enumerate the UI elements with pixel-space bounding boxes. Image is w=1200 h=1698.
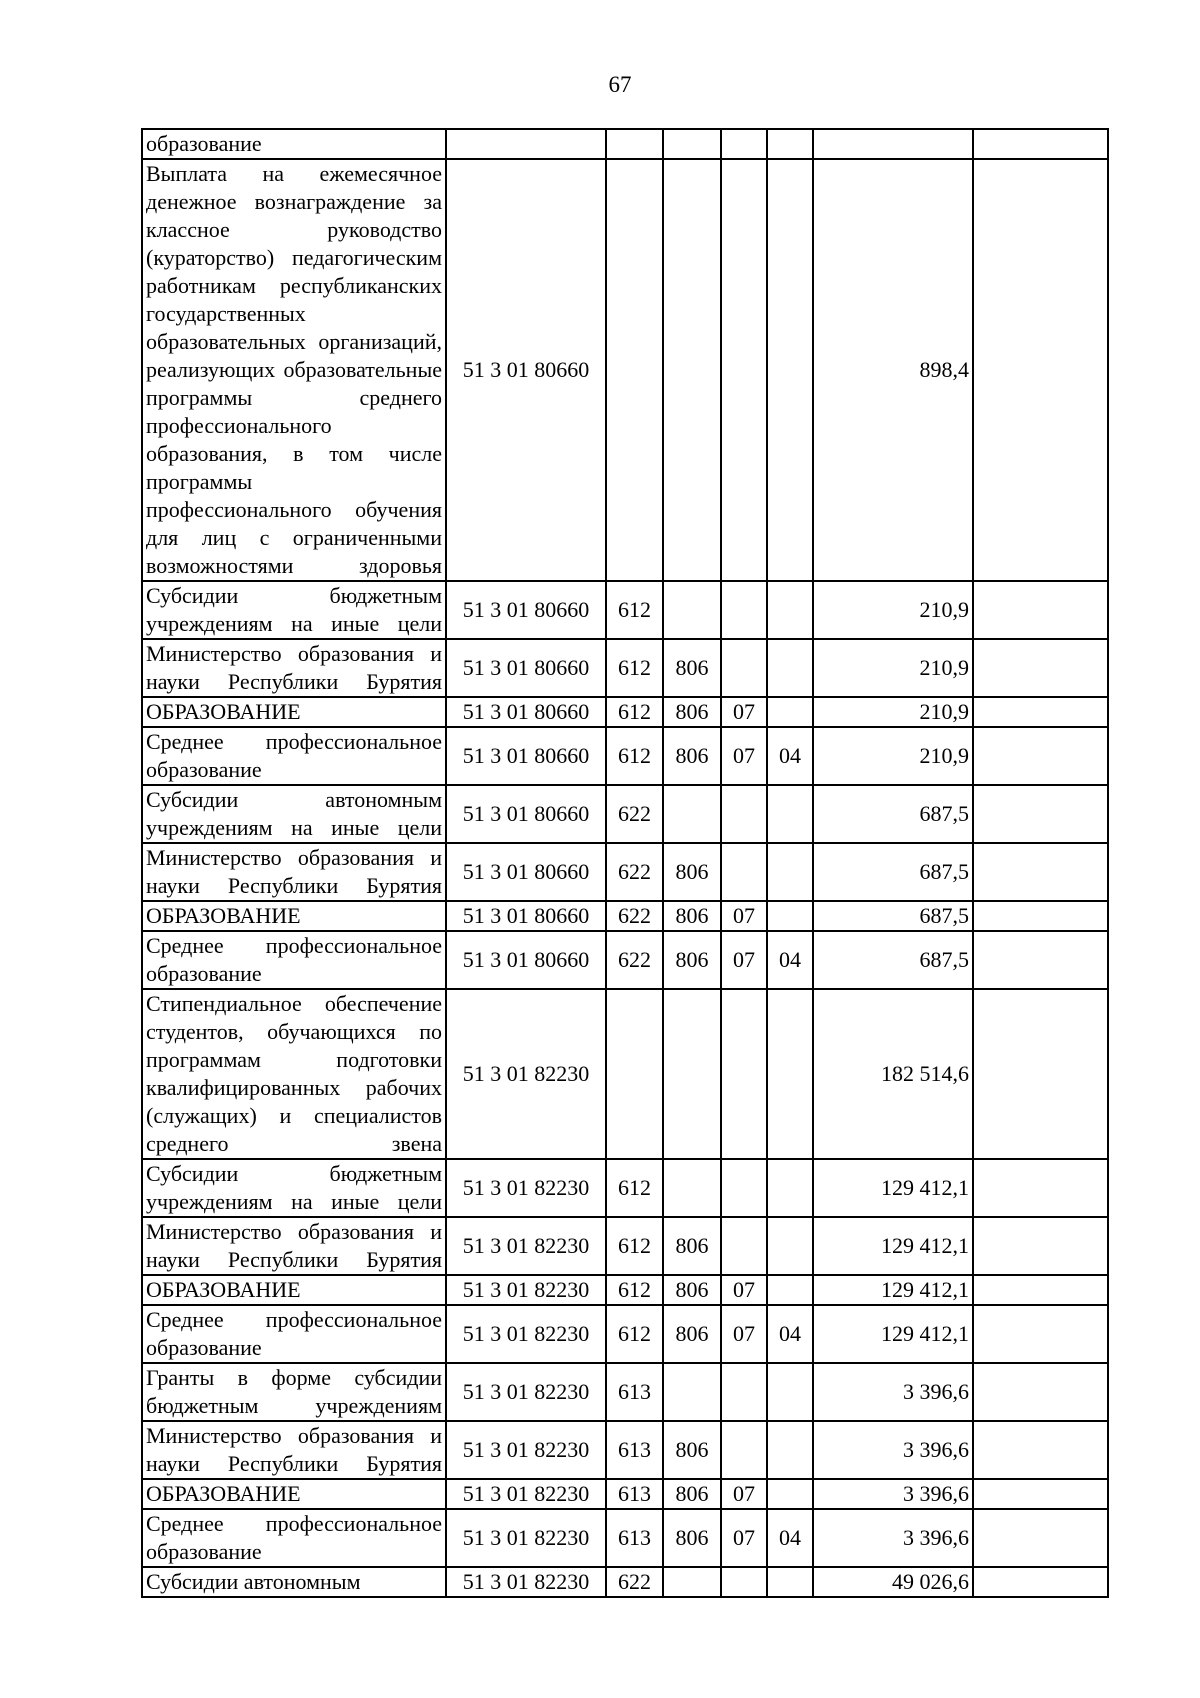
- table-row: [142, 159, 1108, 581]
- row-expense-type: 613: [606, 1363, 663, 1421]
- table-row: [142, 785, 1108, 843]
- row-amount: 3 396,6: [813, 1421, 973, 1479]
- row-amount: 210,9: [813, 581, 973, 639]
- row-subsection: [767, 581, 813, 639]
- row-section: [721, 581, 767, 639]
- row-expense-type: 622: [606, 901, 663, 931]
- row-target-article: 51 3 01 80660: [446, 727, 606, 785]
- row-admin-code: [663, 989, 721, 1159]
- row-subsection: [767, 843, 813, 901]
- row-subsection: 04: [767, 1305, 813, 1363]
- row-name: Субсидии бюджетным учреждениям на иные цели: [142, 581, 446, 639]
- row-name: Выплата на ежемесячное денежное вознаграждение за классное руководство (кураторство) педагогическим работникам республиканских государственных образовательных организаций, реализующих образовательные программы среднего профессионального образования, в том числе программы профессионального обучения для лиц с ограниченными возможностями здоровья: [142, 159, 446, 581]
- row-extra: [973, 901, 1108, 931]
- row-expense-type: 622: [606, 1567, 663, 1597]
- row-subsection: [767, 129, 813, 159]
- row-section: [721, 129, 767, 159]
- row-amount: 49 026,6: [813, 1567, 973, 1597]
- row-target-article: 51 3 01 80660: [446, 931, 606, 989]
- table-row: [142, 1421, 1108, 1479]
- row-target-article: 51 3 01 80660: [446, 639, 606, 697]
- row-expense-type: 622: [606, 843, 663, 901]
- row-expense-type: [606, 129, 663, 159]
- row-name: Субсидии автономным: [142, 1567, 446, 1597]
- row-amount: 3 396,6: [813, 1363, 973, 1421]
- page-number: 67: [608, 72, 632, 97]
- row-admin-code: 806: [663, 931, 721, 989]
- table-row: [142, 989, 1108, 1159]
- row-admin-code: [663, 785, 721, 843]
- row-section: 07: [721, 1479, 767, 1509]
- row-extra: [973, 989, 1108, 1159]
- row-subsection: [767, 989, 813, 1159]
- row-name: Стипендиальное обеспечение студентов, обучающихся по программам подготовки квалифицированных рабочих (служащих) и специалистов среднего звена: [142, 989, 446, 1159]
- row-subsection: 04: [767, 931, 813, 989]
- row-name: Министерство образования и науки Республики Бурятия: [142, 843, 446, 901]
- row-section: [721, 1159, 767, 1217]
- row-expense-type: [606, 989, 663, 1159]
- row-admin-code: 806: [663, 1305, 721, 1363]
- row-expense-type: 613: [606, 1479, 663, 1509]
- row-subsection: [767, 1275, 813, 1305]
- row-expense-type: 612: [606, 639, 663, 697]
- row-name: ОБРАЗОВАНИЕ: [142, 1479, 446, 1509]
- row-target-article: 51 3 01 80660: [446, 843, 606, 901]
- row-extra: [973, 727, 1108, 785]
- row-expense-type: 613: [606, 1509, 663, 1567]
- row-expense-type: 612: [606, 727, 663, 785]
- row-subsection: [767, 1567, 813, 1597]
- table-row: [142, 727, 1108, 785]
- row-admin-code: 806: [663, 901, 721, 931]
- row-name: Министерство образования и науки Республики Бурятия: [142, 1217, 446, 1275]
- row-admin-code: 806: [663, 727, 721, 785]
- row-section: 07: [721, 931, 767, 989]
- row-section: [721, 1217, 767, 1275]
- budget-table: [141, 128, 1109, 1598]
- row-extra: [973, 639, 1108, 697]
- row-amount: 687,5: [813, 931, 973, 989]
- table-row: [142, 129, 1108, 159]
- row-expense-type: [606, 159, 663, 581]
- row-amount: 3 396,6: [813, 1509, 973, 1567]
- row-amount: 898,4: [813, 159, 973, 581]
- table-row: [142, 1509, 1108, 1567]
- row-admin-code: [663, 1363, 721, 1421]
- row-name: Министерство образования и науки Республики Бурятия: [142, 639, 446, 697]
- row-name: Министерство образования и науки Республики Бурятия: [142, 1421, 446, 1479]
- row-section: 07: [721, 1509, 767, 1567]
- row-extra: [973, 1159, 1108, 1217]
- row-amount: 129 412,1: [813, 1159, 973, 1217]
- row-target-article: 51 3 01 82230: [446, 1421, 606, 1479]
- row-extra: [973, 1421, 1108, 1479]
- row-target-article: 51 3 01 82230: [446, 1217, 606, 1275]
- row-extra: [973, 1479, 1108, 1509]
- row-expense-type: 612: [606, 581, 663, 639]
- table-row: [142, 1363, 1108, 1421]
- row-subsection: [767, 1159, 813, 1217]
- row-target-article: 51 3 01 80660: [446, 581, 606, 639]
- row-admin-code: [663, 129, 721, 159]
- row-target-article: 51 3 01 80660: [446, 159, 606, 581]
- row-expense-type: 622: [606, 931, 663, 989]
- row-extra: [973, 1363, 1108, 1421]
- row-target-article: 51 3 01 82230: [446, 1305, 606, 1363]
- row-section: [721, 1567, 767, 1597]
- table-row: [142, 1567, 1108, 1597]
- row-section: 07: [721, 1275, 767, 1305]
- row-target-article: 51 3 01 82230: [446, 1275, 606, 1305]
- row-extra: [973, 1567, 1108, 1597]
- row-extra: [973, 129, 1108, 159]
- row-target-article: 51 3 01 82230: [446, 1509, 606, 1567]
- row-name: ОБРАЗОВАНИЕ: [142, 1275, 446, 1305]
- row-extra: [973, 159, 1108, 581]
- table-row: [142, 697, 1108, 727]
- row-subsection: [767, 1217, 813, 1275]
- row-extra: [973, 1275, 1108, 1305]
- table-row: [142, 1217, 1108, 1275]
- row-extra: [973, 581, 1108, 639]
- row-target-article: [446, 129, 606, 159]
- row-target-article: 51 3 01 82230: [446, 1567, 606, 1597]
- row-section: 07: [721, 727, 767, 785]
- row-admin-code: 806: [663, 1509, 721, 1567]
- row-amount: 210,9: [813, 639, 973, 697]
- table-row: [142, 1479, 1108, 1509]
- row-amount: 182 514,6: [813, 989, 973, 1159]
- row-section: [721, 639, 767, 697]
- row-target-article: 51 3 01 82230: [446, 989, 606, 1159]
- row-section: [721, 785, 767, 843]
- row-subsection: [767, 1363, 813, 1421]
- row-extra: [973, 1217, 1108, 1275]
- row-admin-code: 806: [663, 697, 721, 727]
- row-section: [721, 1421, 767, 1479]
- row-name: Среднее профессиональное образование: [142, 1305, 446, 1363]
- row-subsection: [767, 639, 813, 697]
- row-name: образование: [142, 129, 446, 159]
- row-admin-code: [663, 581, 721, 639]
- row-amount: 687,5: [813, 901, 973, 931]
- row-target-article: 51 3 01 82230: [446, 1363, 606, 1421]
- table-row: [142, 639, 1108, 697]
- row-subsection: [767, 785, 813, 843]
- row-admin-code: 806: [663, 1275, 721, 1305]
- row-expense-type: 612: [606, 1275, 663, 1305]
- row-target-article: 51 3 01 80660: [446, 901, 606, 931]
- row-name: Среднее профессиональное образование: [142, 727, 446, 785]
- row-section: [721, 843, 767, 901]
- row-subsection: 04: [767, 727, 813, 785]
- row-expense-type: 612: [606, 1159, 663, 1217]
- row-amount: 687,5: [813, 843, 973, 901]
- row-admin-code: 806: [663, 1479, 721, 1509]
- row-expense-type: 622: [606, 785, 663, 843]
- row-name: Среднее профессиональное образование: [142, 1509, 446, 1567]
- row-target-article: 51 3 01 80660: [446, 785, 606, 843]
- row-expense-type: 612: [606, 697, 663, 727]
- row-name: Гранты в форме субсидии бюджетным учреждениям: [142, 1363, 446, 1421]
- row-admin-code: 806: [663, 1421, 721, 1479]
- row-extra: [973, 931, 1108, 989]
- row-admin-code: 806: [663, 1217, 721, 1275]
- row-amount: 210,9: [813, 727, 973, 785]
- row-section: 07: [721, 901, 767, 931]
- row-amount: 129 412,1: [813, 1275, 973, 1305]
- row-subsection: [767, 1421, 813, 1479]
- row-admin-code: [663, 1159, 721, 1217]
- row-admin-code: [663, 1567, 721, 1597]
- row-section: [721, 159, 767, 581]
- row-admin-code: [663, 159, 721, 581]
- row-amount: 129 412,1: [813, 1305, 973, 1363]
- row-extra: [973, 697, 1108, 727]
- row-target-article: 51 3 01 82230: [446, 1159, 606, 1217]
- row-amount: 129 412,1: [813, 1217, 973, 1275]
- row-subsection: [767, 697, 813, 727]
- row-section: 07: [721, 697, 767, 727]
- row-extra: [973, 1305, 1108, 1363]
- row-section: [721, 989, 767, 1159]
- row-admin-code: 806: [663, 843, 721, 901]
- row-name: Среднее профессиональное образование: [142, 931, 446, 989]
- row-amount: 687,5: [813, 785, 973, 843]
- row-extra: [973, 1509, 1108, 1567]
- table-row: [142, 843, 1108, 901]
- row-name: ОБРАЗОВАНИЕ: [142, 901, 446, 931]
- row-name: Субсидии бюджетным учреждениям на иные цели: [142, 1159, 446, 1217]
- table-row: [142, 1275, 1108, 1305]
- table-row: [142, 931, 1108, 989]
- row-extra: [973, 785, 1108, 843]
- row-name: ОБРАЗОВАНИЕ: [142, 697, 446, 727]
- row-section: [721, 1363, 767, 1421]
- row-subsection: 04: [767, 1509, 813, 1567]
- row-target-article: 51 3 01 80660: [446, 697, 606, 727]
- row-subsection: [767, 159, 813, 581]
- table-row: [142, 1159, 1108, 1217]
- row-subsection: [767, 1479, 813, 1509]
- row-name: Субсидии автономным учреждениям на иные цели: [142, 785, 446, 843]
- row-amount: 210,9: [813, 697, 973, 727]
- row-expense-type: 612: [606, 1217, 663, 1275]
- row-amount: [813, 129, 973, 159]
- row-expense-type: 613: [606, 1421, 663, 1479]
- row-section: 07: [721, 1305, 767, 1363]
- row-subsection: [767, 901, 813, 931]
- table-body: [142, 129, 1108, 1597]
- row-amount: 3 396,6: [813, 1479, 973, 1509]
- row-expense-type: 612: [606, 1305, 663, 1363]
- table-row: [142, 1305, 1108, 1363]
- row-target-article: 51 3 01 82230: [446, 1479, 606, 1509]
- table-row: [142, 901, 1108, 931]
- row-admin-code: 806: [663, 639, 721, 697]
- row-extra: [973, 843, 1108, 901]
- table-row: [142, 581, 1108, 639]
